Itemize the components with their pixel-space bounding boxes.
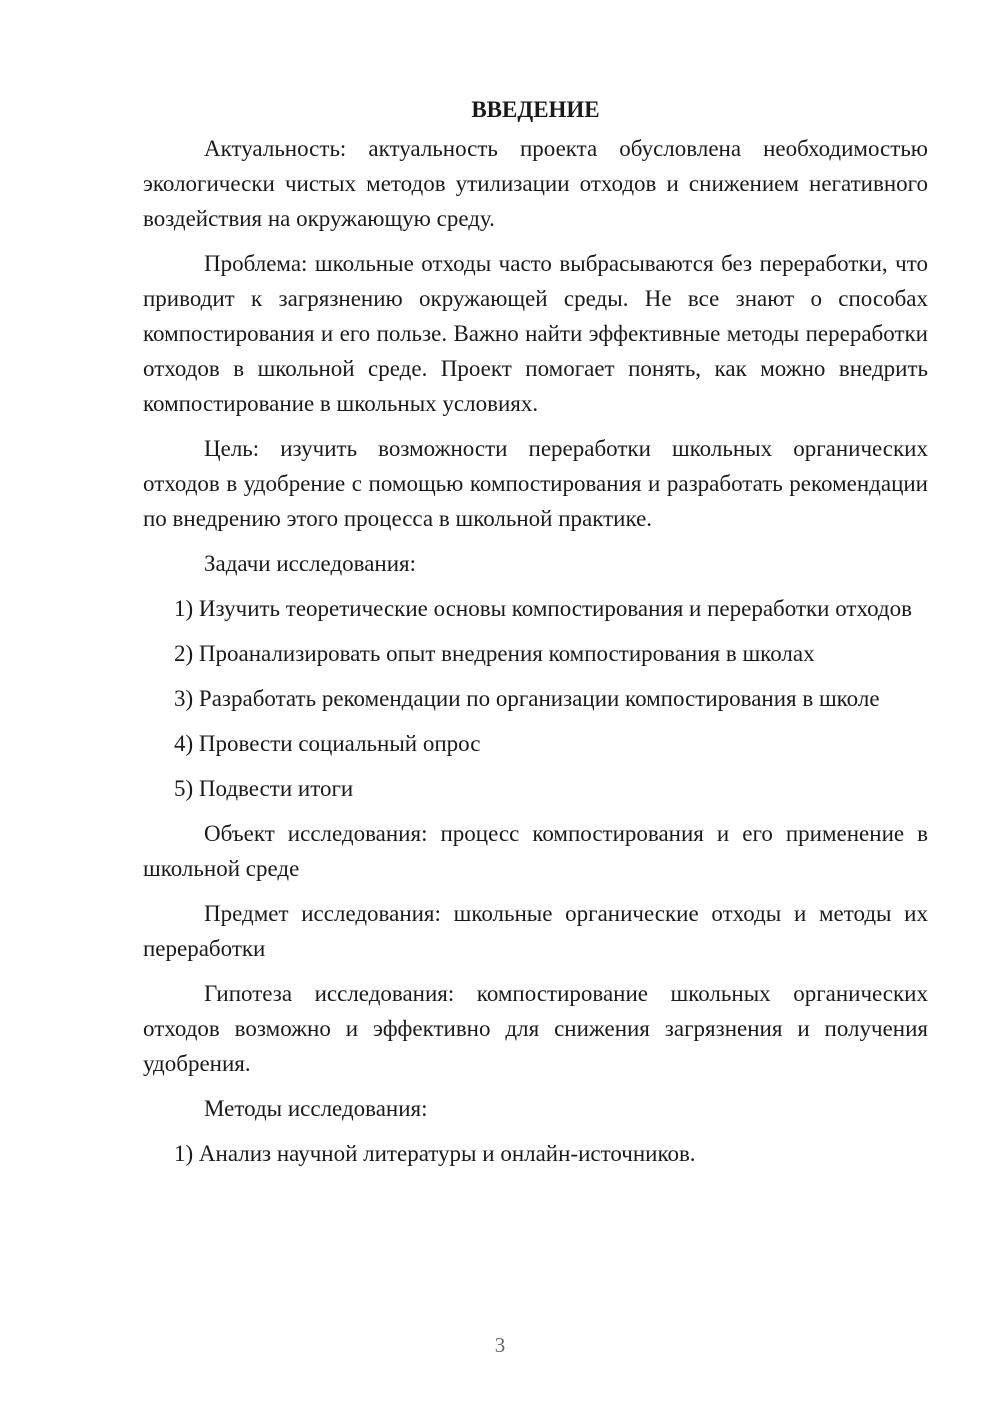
paragraph-object: Объект исследования: процесс компостирования и его применение в школьной среде xyxy=(143,821,928,881)
task-item: 4) Провести социальный опрос xyxy=(174,731,481,756)
page-number: 3 xyxy=(494,1333,506,1357)
section-title: ВВЕДЕНИЕ xyxy=(471,97,600,122)
tasks-heading: Задачи исследования: xyxy=(204,551,417,576)
method-item: 1) Анализ научной литературы и онлайн-источников. xyxy=(174,1141,696,1166)
page-content xyxy=(143,92,928,1181)
task-item: 3) Разработать рекомендации по организации компостирования в школе xyxy=(174,686,880,711)
paragraph-goal: Цель: изучить возможности переработки школьных органических отходов в удобрение с помощью компостирования и разработать рекомендации по внедрению этого процесса в школьной практике. xyxy=(143,436,928,531)
paragraph-hypothesis: Гипотеза исследования: компостирование школьных органических отходов возможно и эффективно для снижения загрязнения и получения удобрения. xyxy=(143,981,928,1076)
paragraph-problem: Проблема: школьные отходы часто выбрасываются без переработки, что приводит к загрязнению окружающей среды. Не все знают о способах компостирования и его пользе. Важно найти эффективные методы переработки отходов в школьной среде. Проект помогает понять, как можно внедрить компостирование в школьных условиях. xyxy=(143,251,928,416)
paragraph-relevance: Актуальность: актуальность проекта обусловлена необходимостью экологически чистых методов утилизации отходов и снижением негативного воздействия на окружающую среду. xyxy=(143,136,928,231)
methods-heading: Методы исследования: xyxy=(204,1096,428,1121)
task-item: 1) Изучить теоретические основы компостирования и переработки отходов xyxy=(174,596,912,621)
paragraph-subject: Предмет исследования: школьные органические отходы и методы их переработки xyxy=(143,901,928,961)
task-item: 2) Проанализировать опыт внедрения компостирования в школах xyxy=(174,641,815,666)
task-item: 5) Подвести итоги xyxy=(174,776,354,801)
